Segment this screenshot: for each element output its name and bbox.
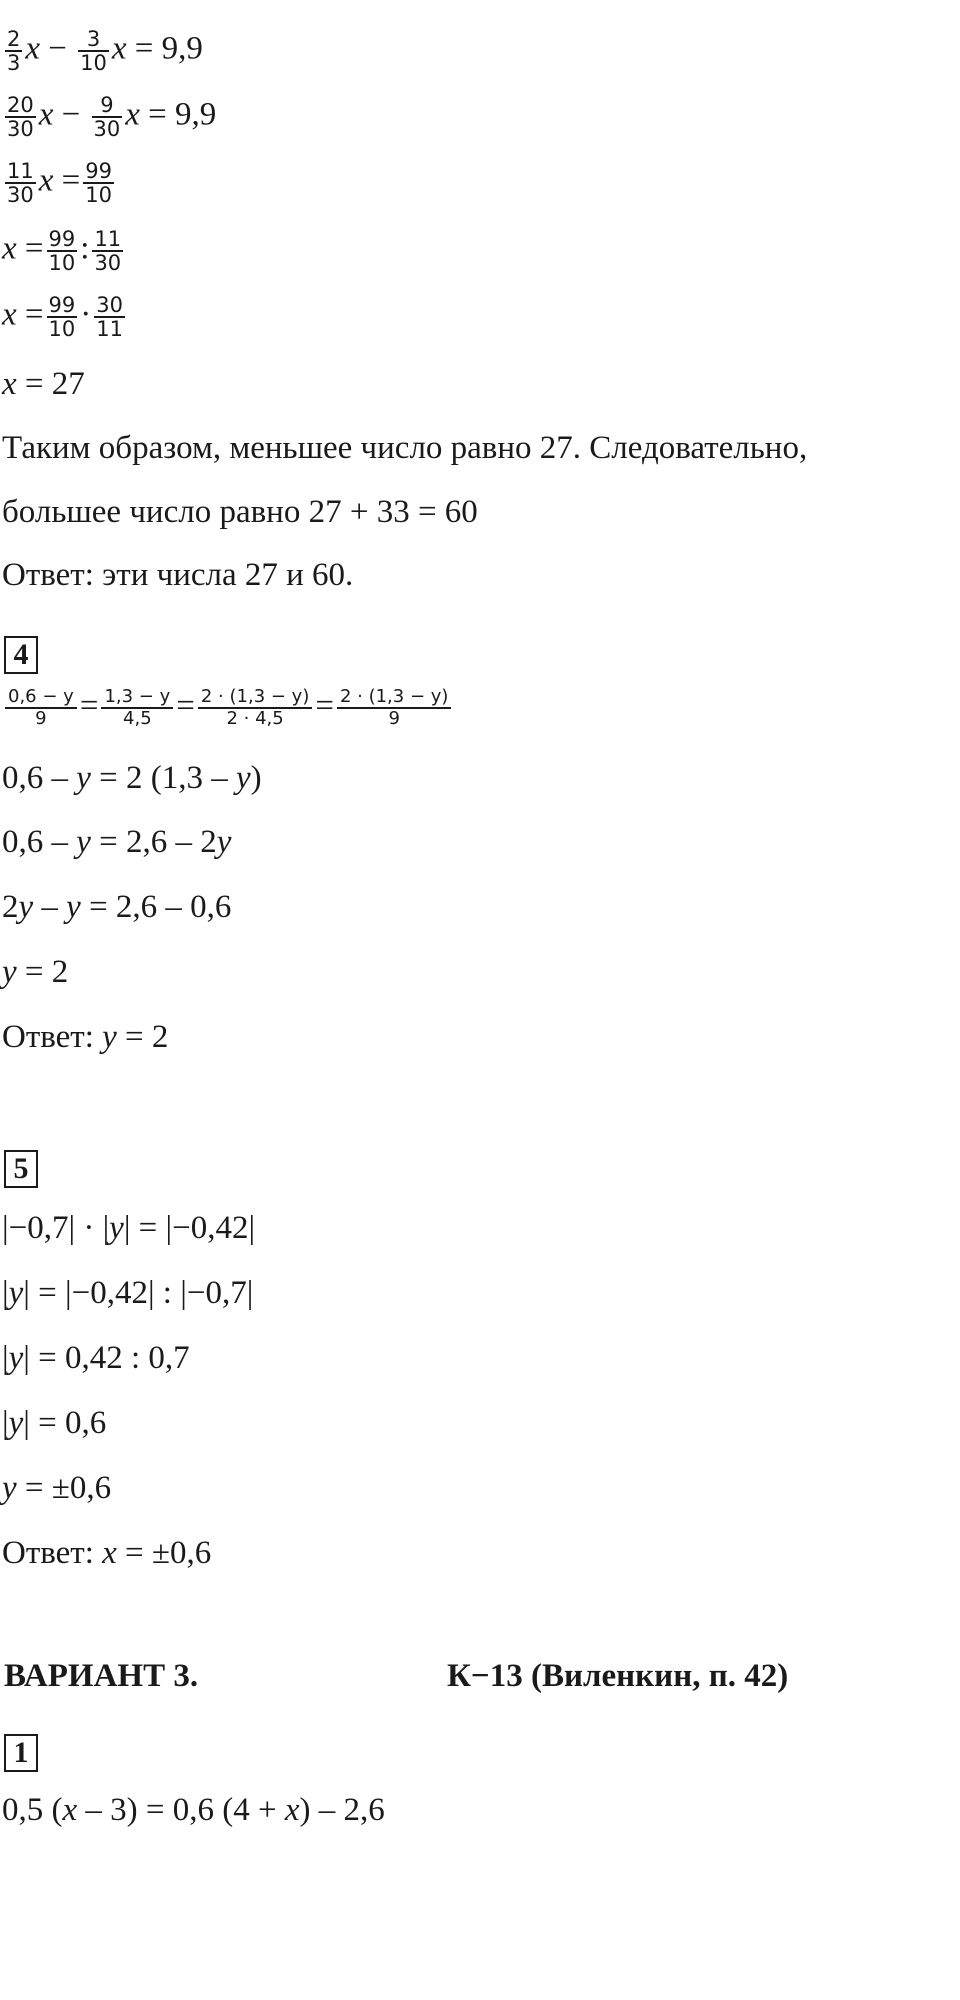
fraction: $\frac{20}{30}$ [7,93,34,141]
conclusion-text-1: Таким образом, меньшее число равно 27. Следовательно, [2,430,808,466]
task-number-box-4: 4 [4,636,38,674]
fraction: $\frac{30}{11}$ [96,293,123,341]
task5-step-5: y = ±0,6 [2,1470,112,1506]
equation-line-5: x = $\frac{99}{10}$ · $\frac{30}{11}$ [2,293,123,341]
answer-task-5: Ответ: x = ±0,6 [2,1535,212,1571]
fraction: $\frac{11}{30}$ [7,159,34,207]
task4-step-4: y = 2 [2,954,69,990]
task4-step-1: 0,6 – y = 2 (1,3 – y) [2,760,262,796]
fraction: $\frac{0,6 - y}{9}$ [5,687,77,729]
equation-line-1: $\frac{2}{3}$ x − $\frac{3}{10}$ x = 9,9 [7,27,203,75]
equation-line-4: x = $\frac{99}{10}$ : $\frac{11}{30}$ [2,227,122,275]
fraction-chain: $\frac{0,6 - y}{9}$ = $\frac{1,3 - y}{4,5}$ = $\frac{2 \cdot (1,3 - y)}{2 \cdot 4,5}$ = $\frac{2 \cdot (1,3 - y)}{9}$ [2,686,454,729]
fraction: $\frac{99}{10}$ [85,159,112,207]
variant-code: К−13 (Виленкин, п. 42) [447,1658,789,1694]
equation-line-6: x = 27 [2,366,85,402]
task4-step-2: 0,6 – y = 2,6 – 2y [2,824,232,860]
answer-task-4: Ответ: y = 2 [2,1019,169,1055]
equation-line-3: $\frac{11}{30}$ x = $\frac{99}{10}$ [7,159,112,207]
fraction: $\frac{11}{30}$ [94,227,122,275]
task5-step-3: |y| = 0,42 : 0,7 [2,1340,190,1376]
conclusion-text-2: большее число равно 27 + 33 = 60 [2,494,478,530]
variant-title: ВАРИАНТ 3. [4,1658,199,1694]
fraction: $\frac{2 \cdot (1,3 - y)}{9}$ [337,687,451,729]
task5-step-2: |y| = |−0,42| : |−0,7| [2,1275,254,1311]
fraction: $\frac{2 \cdot (1,3 - y)}{2 \cdot 4,5}$ [198,687,312,729]
fraction: $\frac{9}{30}$ [93,93,121,141]
fraction: $\frac{1,3 - y}{4,5}$ [101,687,173,729]
fraction: $\frac{99}{10}$ [48,227,76,275]
task-number-box-1: 1 [4,1734,38,1772]
equation-line-2: $\frac{20}{30}$ x − $\frac{9}{30}$ x = 9,9 [7,93,217,141]
fraction: $\frac{99}{10}$ [48,293,76,341]
fraction: $\frac{3}{10}$ [80,27,107,75]
task1-step-1: 0,5 (x – 3) = 0,6 (4 + x) – 2,6 [2,1792,385,1828]
task5-step-1: |−0,7| · |y| = |−0,42| [2,1210,256,1246]
fraction: $\frac{2}{3}$ [7,27,21,75]
answer-task-3: Ответ: эти числа 27 и 60. [2,557,354,593]
task-number-box-5: 5 [4,1150,38,1188]
task4-step-3: 2y – y = 2,6 – 0,6 [2,889,232,925]
task5-step-4: |y| = 0,6 [2,1405,107,1441]
